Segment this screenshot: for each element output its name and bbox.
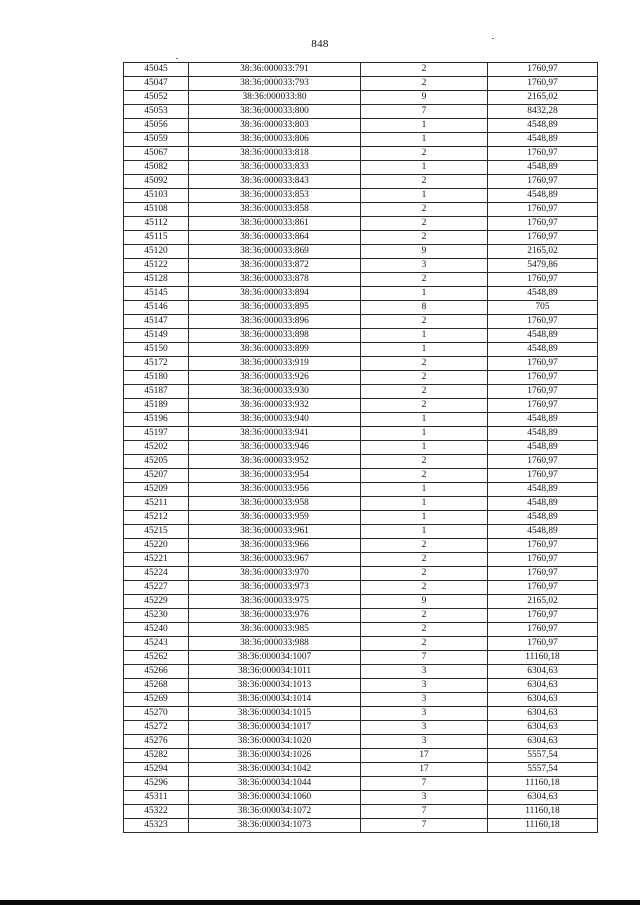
- scan-speck: [176, 58, 178, 59]
- records-table-body: [124, 63, 598, 833]
- count-cell: 2: [361, 315, 488, 329]
- table-row: [124, 245, 598, 259]
- value-cell: 1760,97: [488, 273, 598, 287]
- cadastral-number-cell: 38:36:000033:932: [189, 399, 361, 413]
- record-number-cell: 45145: [124, 287, 189, 301]
- cadastral-number-cell: 38:36:000033:954: [189, 469, 361, 483]
- record-number-cell: 45056: [124, 119, 189, 133]
- value-cell: 6304,63: [488, 735, 598, 749]
- value-cell: 1760,97: [488, 175, 598, 189]
- table-row: [124, 497, 598, 511]
- cadastral-number-cell: 38:36:000033:869: [189, 245, 361, 259]
- cadastral-number-cell: 38:36:000034:1026: [189, 749, 361, 763]
- record-number-cell: 45128: [124, 273, 189, 287]
- value-cell: 4548,89: [488, 511, 598, 525]
- value-cell: 6304,63: [488, 679, 598, 693]
- table-row: [124, 357, 598, 371]
- record-number-cell: 45207: [124, 469, 189, 483]
- table-row: [124, 805, 598, 819]
- value-cell: 11160,18: [488, 651, 598, 665]
- record-number-cell: 45147: [124, 315, 189, 329]
- table-row: [124, 567, 598, 581]
- record-number-cell: 45272: [124, 721, 189, 735]
- count-cell: 2: [361, 175, 488, 189]
- value-cell: 1760,97: [488, 581, 598, 595]
- cadastral-number-cell: 38:36:000033:946: [189, 441, 361, 455]
- cadastral-number-cell: 38:36:000033:853: [189, 189, 361, 203]
- record-number-cell: 45115: [124, 231, 189, 245]
- table-row: [124, 91, 598, 105]
- record-number-cell: 45209: [124, 483, 189, 497]
- table-row: [124, 609, 598, 623]
- value-cell: 2165,02: [488, 595, 598, 609]
- page-number: 848: [311, 38, 329, 50]
- value-cell: 1760,97: [488, 77, 598, 91]
- cadastral-number-cell: 38:36:000034:1042: [189, 763, 361, 777]
- table-row: [124, 623, 598, 637]
- record-number-cell: 45052: [124, 91, 189, 105]
- count-cell: 3: [361, 679, 488, 693]
- value-cell: 4548,89: [488, 483, 598, 497]
- table-row: [124, 273, 598, 287]
- record-number-cell: 45120: [124, 245, 189, 259]
- table-row: [124, 483, 598, 497]
- count-cell: 2: [361, 455, 488, 469]
- count-cell: 9: [361, 91, 488, 105]
- cadastral-number-cell: 38:36:000033:800: [189, 105, 361, 119]
- value-cell: 4548,89: [488, 133, 598, 147]
- record-number-cell: 45220: [124, 539, 189, 553]
- cadastral-number-cell: 38:36:000033:970: [189, 567, 361, 581]
- count-cell: 2: [361, 567, 488, 581]
- record-number-cell: 45053: [124, 105, 189, 119]
- table-row: [124, 63, 598, 77]
- value-cell: 1760,97: [488, 623, 598, 637]
- value-cell: 4548,89: [488, 119, 598, 133]
- cadastral-number-cell: 38:36:000034:1011: [189, 665, 361, 679]
- count-cell: 2: [361, 385, 488, 399]
- count-cell: 2: [361, 273, 488, 287]
- value-cell: 1760,97: [488, 147, 598, 161]
- count-cell: 9: [361, 595, 488, 609]
- count-cell: 3: [361, 791, 488, 805]
- value-cell: 1760,97: [488, 539, 598, 553]
- cadastral-number-cell: 38:36:000033:952: [189, 455, 361, 469]
- value-cell: 6304,63: [488, 721, 598, 735]
- count-cell: 1: [361, 119, 488, 133]
- count-cell: 1: [361, 189, 488, 203]
- table-row: [124, 791, 598, 805]
- count-cell: 3: [361, 707, 488, 721]
- table-row: [124, 399, 598, 413]
- cadastral-number-cell: 38:36:000033:895: [189, 301, 361, 315]
- count-cell: 1: [361, 427, 488, 441]
- record-number-cell: 45045: [124, 63, 189, 77]
- value-cell: 1760,97: [488, 469, 598, 483]
- count-cell: 2: [361, 357, 488, 371]
- count-cell: 2: [361, 231, 488, 245]
- count-cell: 1: [361, 287, 488, 301]
- record-number-cell: 45262: [124, 651, 189, 665]
- count-cell: 2: [361, 147, 488, 161]
- table-row: [124, 553, 598, 567]
- table-row: [124, 693, 598, 707]
- cadastral-number-cell: 38:36:000033:940: [189, 413, 361, 427]
- cadastral-number-cell: 38:36:000033:926: [189, 371, 361, 385]
- record-number-cell: 45294: [124, 763, 189, 777]
- value-cell: 4548,89: [488, 189, 598, 203]
- table-row: [124, 371, 598, 385]
- table-row: [124, 119, 598, 133]
- cadastral-number-cell: 38:36:000033:843: [189, 175, 361, 189]
- value-cell: 1760,97: [488, 315, 598, 329]
- record-number-cell: 45108: [124, 203, 189, 217]
- value-cell: 4548,89: [488, 427, 598, 441]
- record-number-cell: 45082: [124, 161, 189, 175]
- table-row: [124, 203, 598, 217]
- record-number-cell: 45150: [124, 343, 189, 357]
- count-cell: 2: [361, 609, 488, 623]
- count-cell: 1: [361, 343, 488, 357]
- table-row: [124, 413, 598, 427]
- count-cell: 2: [361, 371, 488, 385]
- table-row: [124, 427, 598, 441]
- cadastral-number-cell: 38:36:000033:858: [189, 203, 361, 217]
- cadastral-number-cell: 38:36:000033:791: [189, 63, 361, 77]
- table-row: [124, 231, 598, 245]
- cadastral-number-cell: 38:36:000033:872: [189, 259, 361, 273]
- record-number-cell: 45240: [124, 623, 189, 637]
- table-row: [124, 721, 598, 735]
- scan-bottom-edge: [0, 900, 640, 905]
- value-cell: 1760,97: [488, 637, 598, 651]
- table-row: [124, 329, 598, 343]
- record-number-cell: 45243: [124, 637, 189, 651]
- record-number-cell: 45221: [124, 553, 189, 567]
- record-number-cell: 45196: [124, 413, 189, 427]
- table-row: [124, 175, 598, 189]
- count-cell: 1: [361, 133, 488, 147]
- table-row: [124, 819, 598, 833]
- value-cell: 6304,63: [488, 791, 598, 805]
- value-cell: 1760,97: [488, 217, 598, 231]
- cadastral-number-cell: 38:36:000034:1044: [189, 777, 361, 791]
- table-row: [124, 315, 598, 329]
- table-row: [124, 511, 598, 525]
- count-cell: 2: [361, 469, 488, 483]
- record-number-cell: 45270: [124, 707, 189, 721]
- value-cell: 11160,18: [488, 805, 598, 819]
- cadastral-number-cell: 38:36:000034:1013: [189, 679, 361, 693]
- value-cell: 4548,89: [488, 413, 598, 427]
- value-cell: 4548,89: [488, 161, 598, 175]
- record-number-cell: 45187: [124, 385, 189, 399]
- count-cell: 7: [361, 805, 488, 819]
- cadastral-number-cell: 38:36:000033:941: [189, 427, 361, 441]
- cadastral-number-cell: 38:36:000034:1060: [189, 791, 361, 805]
- value-cell: 4548,89: [488, 343, 598, 357]
- table-row: [124, 287, 598, 301]
- record-number-cell: 45268: [124, 679, 189, 693]
- value-cell: 1760,97: [488, 371, 598, 385]
- cadastral-number-cell: 38:36:000033:818: [189, 147, 361, 161]
- cadastral-number-cell: 38:36:000033:861: [189, 217, 361, 231]
- value-cell: 1760,97: [488, 203, 598, 217]
- cadastral-number-cell: 38:36:000033:806: [189, 133, 361, 147]
- count-cell: 17: [361, 763, 488, 777]
- records-table-container: [123, 62, 593, 833]
- value-cell: 4548,89: [488, 525, 598, 539]
- count-cell: 2: [361, 637, 488, 651]
- count-cell: 3: [361, 665, 488, 679]
- value-cell: 11160,18: [488, 777, 598, 791]
- record-number-cell: 45296: [124, 777, 189, 791]
- value-cell: 1760,97: [488, 357, 598, 371]
- value-cell: 4548,89: [488, 497, 598, 511]
- record-number-cell: 45189: [124, 399, 189, 413]
- count-cell: 2: [361, 63, 488, 77]
- table-row: [124, 385, 598, 399]
- table-row: [124, 161, 598, 175]
- count-cell: 2: [361, 203, 488, 217]
- records-table: [123, 62, 598, 833]
- record-number-cell: 45103: [124, 189, 189, 203]
- count-cell: 7: [361, 651, 488, 665]
- cadastral-number-cell: 38:36:000034:1007: [189, 651, 361, 665]
- count-cell: 1: [361, 497, 488, 511]
- record-number-cell: 45112: [124, 217, 189, 231]
- value-cell: 705: [488, 301, 598, 315]
- value-cell: 8432,28: [488, 105, 598, 119]
- cadastral-number-cell: 38:36:000034:1020: [189, 735, 361, 749]
- cadastral-number-cell: 38:36:000033:966: [189, 539, 361, 553]
- record-number-cell: 45323: [124, 819, 189, 833]
- cadastral-number-cell: 38:36:000033:864: [189, 231, 361, 245]
- record-number-cell: 45180: [124, 371, 189, 385]
- record-number-cell: 45266: [124, 665, 189, 679]
- table-row: [124, 539, 598, 553]
- table-row: [124, 343, 598, 357]
- value-cell: 2165,02: [488, 91, 598, 105]
- table-row: [124, 441, 598, 455]
- table-row: [124, 777, 598, 791]
- record-number-cell: 45230: [124, 609, 189, 623]
- count-cell: 3: [361, 735, 488, 749]
- count-cell: 7: [361, 777, 488, 791]
- count-cell: 3: [361, 721, 488, 735]
- table-row: [124, 301, 598, 315]
- table-row: [124, 105, 598, 119]
- value-cell: 4548,89: [488, 287, 598, 301]
- table-row: [124, 595, 598, 609]
- cadastral-number-cell: 38:36:000033:973: [189, 581, 361, 595]
- count-cell: 2: [361, 77, 488, 91]
- count-cell: 2: [361, 553, 488, 567]
- count-cell: 1: [361, 483, 488, 497]
- cadastral-number-cell: 38:36:000033:958: [189, 497, 361, 511]
- count-cell: 1: [361, 511, 488, 525]
- table-row: [124, 735, 598, 749]
- cadastral-number-cell: 38:36:000033:833: [189, 161, 361, 175]
- table-row: [124, 217, 598, 231]
- table-row: [124, 259, 598, 273]
- value-cell: 1760,97: [488, 63, 598, 77]
- cadastral-number-cell: 38:36:000034:1073: [189, 819, 361, 833]
- record-number-cell: 45215: [124, 525, 189, 539]
- count-cell: 17: [361, 749, 488, 763]
- count-cell: 2: [361, 539, 488, 553]
- cadastral-number-cell: 38:36:000033:976: [189, 609, 361, 623]
- cadastral-number-cell: 38:36:000033:985: [189, 623, 361, 637]
- record-number-cell: 45122: [124, 259, 189, 273]
- cadastral-number-cell: 38:36:000034:1014: [189, 693, 361, 707]
- record-number-cell: 45311: [124, 791, 189, 805]
- cadastral-number-cell: 38:36:000034:1072: [189, 805, 361, 819]
- cadastral-number-cell: 38:36:000033:878: [189, 273, 361, 287]
- value-cell: 1760,97: [488, 553, 598, 567]
- value-cell: 6304,63: [488, 693, 598, 707]
- record-number-cell: 45205: [124, 455, 189, 469]
- value-cell: 1760,97: [488, 385, 598, 399]
- count-cell: 2: [361, 217, 488, 231]
- count-cell: 7: [361, 819, 488, 833]
- value-cell: 11160,18: [488, 819, 598, 833]
- count-cell: 1: [361, 525, 488, 539]
- count-cell: 2: [361, 623, 488, 637]
- cadastral-number-cell: 38:36:000033:975: [189, 595, 361, 609]
- record-number-cell: 45092: [124, 175, 189, 189]
- value-cell: 4548,89: [488, 329, 598, 343]
- table-row: [124, 189, 598, 203]
- value-cell: 1760,97: [488, 609, 598, 623]
- cadastral-number-cell: 38:36:000033:956: [189, 483, 361, 497]
- cadastral-number-cell: 38:36:000034:1017: [189, 721, 361, 735]
- record-number-cell: 45322: [124, 805, 189, 819]
- value-cell: 2165,02: [488, 245, 598, 259]
- table-row: [124, 749, 598, 763]
- count-cell: 1: [361, 161, 488, 175]
- record-number-cell: 45211: [124, 497, 189, 511]
- table-row: [124, 665, 598, 679]
- table-row: [124, 763, 598, 777]
- record-number-cell: 45212: [124, 511, 189, 525]
- record-number-cell: 45276: [124, 735, 189, 749]
- value-cell: 1760,97: [488, 455, 598, 469]
- cadastral-number-cell: 38:36:000033:898: [189, 329, 361, 343]
- value-cell: 5479,86: [488, 259, 598, 273]
- record-number-cell: 45227: [124, 581, 189, 595]
- record-number-cell: 45149: [124, 329, 189, 343]
- value-cell: 4548,89: [488, 441, 598, 455]
- record-number-cell: 45197: [124, 427, 189, 441]
- cadastral-number-cell: 38:36:000033:919: [189, 357, 361, 371]
- count-cell: 3: [361, 259, 488, 273]
- count-cell: 7: [361, 105, 488, 119]
- value-cell: 5557,54: [488, 763, 598, 777]
- table-row: [124, 525, 598, 539]
- value-cell: 1760,97: [488, 231, 598, 245]
- table-row: [124, 637, 598, 651]
- count-cell: 1: [361, 329, 488, 343]
- table-row: [124, 707, 598, 721]
- table-row: [124, 679, 598, 693]
- record-number-cell: 45269: [124, 693, 189, 707]
- cadastral-number-cell: 38:36:000033:959: [189, 511, 361, 525]
- count-cell: 1: [361, 441, 488, 455]
- cadastral-number-cell: 38:36:000033:894: [189, 287, 361, 301]
- count-cell: 2: [361, 581, 488, 595]
- table-row: [124, 651, 598, 665]
- count-cell: 2: [361, 399, 488, 413]
- value-cell: 6304,63: [488, 707, 598, 721]
- count-cell: 9: [361, 245, 488, 259]
- record-number-cell: 45202: [124, 441, 189, 455]
- record-number-cell: 45146: [124, 301, 189, 315]
- cadastral-number-cell: 38:36:000033:967: [189, 553, 361, 567]
- value-cell: 6304,63: [488, 665, 598, 679]
- count-cell: 8: [361, 301, 488, 315]
- scan-speck: [492, 38, 494, 39]
- cadastral-number-cell: 38:36:000033:803: [189, 119, 361, 133]
- cadastral-number-cell: 38:36:000034:1015: [189, 707, 361, 721]
- table-row: [124, 469, 598, 483]
- table-row: [124, 581, 598, 595]
- record-number-cell: 45059: [124, 133, 189, 147]
- cadastral-number-cell: 38:36:000033:930: [189, 385, 361, 399]
- cadastral-number-cell: 38:36:000033:80: [189, 91, 361, 105]
- record-number-cell: 45047: [124, 77, 189, 91]
- record-number-cell: 45229: [124, 595, 189, 609]
- table-row: [124, 77, 598, 91]
- table-row: [124, 133, 598, 147]
- record-number-cell: 45172: [124, 357, 189, 371]
- record-number-cell: 45282: [124, 749, 189, 763]
- count-cell: 3: [361, 693, 488, 707]
- record-number-cell: 45067: [124, 147, 189, 161]
- cadastral-number-cell: 38:36:000033:961: [189, 525, 361, 539]
- value-cell: 1760,97: [488, 399, 598, 413]
- cadastral-number-cell: 38:36:000033:988: [189, 637, 361, 651]
- cadastral-number-cell: 38:36:000033:896: [189, 315, 361, 329]
- cadastral-number-cell: 38:36:000033:793: [189, 77, 361, 91]
- record-number-cell: 45224: [124, 567, 189, 581]
- count-cell: 1: [361, 413, 488, 427]
- cadastral-number-cell: 38:36:000033:899: [189, 343, 361, 357]
- value-cell: 1760,97: [488, 567, 598, 581]
- value-cell: 5557,54: [488, 749, 598, 763]
- table-row: [124, 455, 598, 469]
- table-row: [124, 147, 598, 161]
